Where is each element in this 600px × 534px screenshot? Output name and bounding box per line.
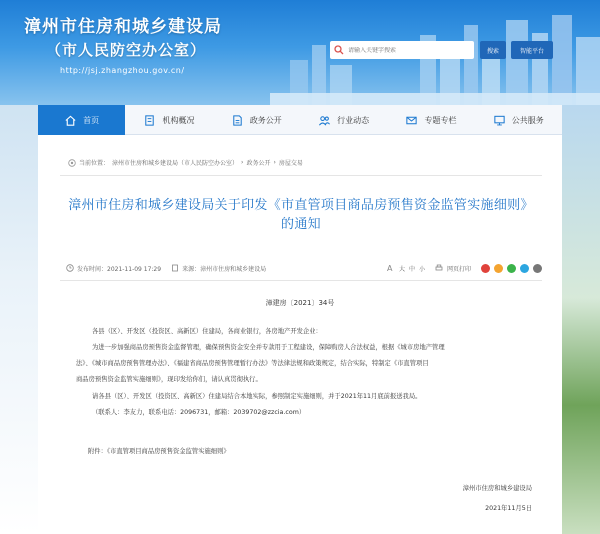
attachment-link[interactable]: 附件：《市直管项目商品房预售资金监管实施细则》 (88, 448, 230, 455)
nav-public-services-label: 公共服务 (511, 115, 544, 125)
instruction-line: 请各县（区）、开发区（投资区、高新区）住建局结合本地实际，参照制定实施细则，并于2021年11月底前报送我局。 (92, 393, 422, 400)
sign-date: 2021年11月5日 (485, 505, 532, 512)
more-share-icon[interactable] (533, 264, 542, 273)
breadcrumb-separator: › (273, 159, 276, 166)
nav-government-affairs[interactable] (213, 105, 300, 135)
qq-share-icon[interactable] (520, 264, 529, 273)
search-button[interactable]: 搜索 (480, 41, 506, 59)
article-title: 漳州市住房和城乡建设局关于印发《市直管项目商品房预售资金监管实施细则》的通知 (68, 198, 534, 232)
body-line: 法》、《城市商品房预售管理办法》、《福建省商品房预售管理暂行办法》等法律法规和政策规定，结合实际，特制定《市直管项目 (76, 360, 429, 367)
site-title: 漳州市住房和城乡建设局 (24, 17, 222, 37)
site-subtitle: （市人民防空办公室） (46, 41, 207, 59)
signature: 漳州市住房和城乡建设局 (462, 485, 532, 492)
side-background-right (562, 105, 600, 534)
divider (60, 280, 542, 281)
building-icon (143, 114, 156, 127)
breadcrumb-home[interactable]: 漳州市住房和城乡建设局（市人民防空办公室） (112, 160, 239, 167)
font-icon (387, 264, 395, 272)
svg-text:A: A (386, 264, 393, 272)
document-number: 漳建房〔2021〕34号 (265, 299, 335, 307)
addressee-line: 各县（区）、开发区（投资区、高新区）住建局，各商业银行，各房地产开发企业： (92, 328, 322, 335)
site-banner (0, 0, 600, 105)
people-icon (318, 114, 331, 127)
article-source (171, 264, 266, 273)
nav-industry-news-label: 行业动态 (337, 115, 370, 125)
font-size-medium[interactable]: 中 (408, 265, 415, 273)
nav-organization-label: 机构概况 (162, 115, 195, 125)
print-button[interactable]: 网页打印 (446, 265, 471, 273)
nav-special-topics[interactable] (387, 105, 474, 135)
mail-icon (405, 114, 418, 127)
article-tools (387, 264, 542, 273)
monitor-icon (493, 114, 506, 127)
nav-government-affairs-label: 政务公开 (249, 115, 282, 125)
clock-icon (66, 264, 74, 272)
qzone-share-icon[interactable] (494, 264, 503, 273)
breadcrumb-label: 当前位置： (79, 160, 110, 167)
nav-special-topics-label: 专题专栏 (424, 115, 457, 125)
publish-date (66, 264, 161, 273)
article-source-text: 来源：漳州市住房和城乡建设局 (182, 265, 267, 273)
article-content (38, 135, 562, 534)
article-meta (66, 262, 542, 274)
site-url: http://jsj.zhangzhou.gov.cn/ (60, 66, 185, 75)
search-box[interactable] (330, 41, 474, 59)
nav-public-services[interactable] (475, 105, 562, 135)
publish-date-text: 发布时间：2021-11-09 17:29 (77, 265, 162, 273)
side-background-left (0, 105, 38, 534)
nav-home[interactable] (38, 105, 125, 135)
search-icon (334, 45, 344, 55)
font-size-small[interactable]: 小 (418, 265, 425, 273)
document-icon (231, 114, 244, 127)
font-size-large[interactable]: 大 (398, 265, 405, 273)
wechat-share-icon[interactable] (507, 264, 516, 273)
nav-organization[interactable] (125, 105, 212, 135)
contact-line: （联系人：李友力，联系电话：2096731，邮箱：2039702@zzcia.com） (92, 409, 306, 416)
breadcrumb-separator: › (241, 159, 244, 166)
print-icon (435, 264, 443, 272)
location-pin-icon (68, 159, 76, 167)
document-icon (171, 264, 179, 272)
main-nav (38, 105, 562, 135)
weibo-share-icon[interactable] (481, 264, 490, 273)
divider (60, 175, 542, 176)
body-line: 商品房预售资金监管实施细则》，现印发给你们，请认真贯彻执行。 (76, 376, 262, 383)
breadcrumb (68, 158, 303, 167)
city-skyline-illustration (270, 15, 600, 105)
home-icon (64, 114, 77, 127)
breadcrumb-gov-affairs[interactable]: 政务公开 (246, 160, 271, 167)
smart-platform-button[interactable]: 智能平台 (511, 41, 553, 59)
body-line: 为进一步加强商品房预售资金监督管理，确保预售资金安全并专款用于工程建设，保障购房人合法权益，根据《城市房地产管理 (92, 344, 445, 351)
nav-industry-news[interactable] (300, 105, 387, 135)
breadcrumb-housing-trade[interactable]: 房屋交易 (278, 160, 303, 167)
search-input[interactable] (348, 47, 468, 54)
nav-home-label: 首页 (83, 115, 100, 125)
